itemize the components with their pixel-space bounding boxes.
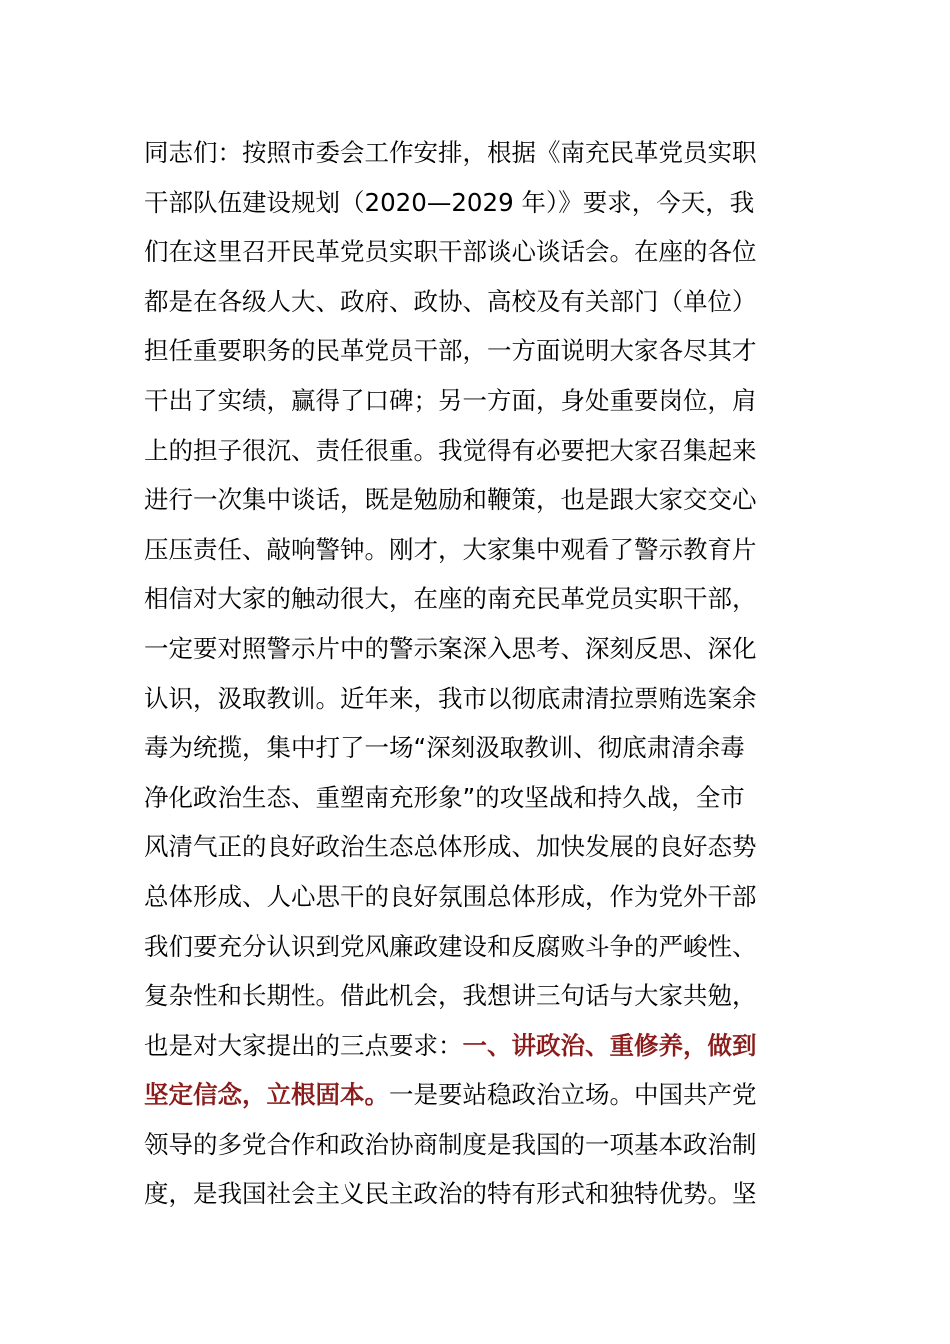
text-line-7: 上的担子很沉、责任很重。我觉得有必要把大家召集起来 (144, 435, 757, 465)
text-line-20 (144, 1070, 814, 1120)
text-line-13: 毒为统揽，集中打了一场“深刻汲取教训、彻底肃清余毒 (144, 733, 745, 763)
text-line-3: 们在这里召开民革党员实职干部谈心谈话会。在座的各位 (144, 237, 757, 267)
text-line-10: 相信对大家的触动很大，在座的南充民革党员实职干部， (144, 584, 757, 614)
text-line-4: 都是在各级人大、政府、政协、高校及有关部门（单位） (144, 286, 757, 316)
text-line-12: 认识，汲取教训。近年来，我市以彻底肃清拉票贿选案余 (144, 683, 757, 713)
text-line-11: 一定要对照警示片中的警示案深入思考、深刻反思、深化 (144, 633, 757, 663)
text-line-19-normal: 也是对大家提出的三点要求： (144, 1030, 463, 1060)
text-line-8: 进行一次集中谈话，既是勉励和鞭策，也是跟大家交交心 (144, 485, 757, 515)
text-line-2: 干部队伍建设规划（2020—2029 年）》要求，今天，我 (144, 187, 755, 217)
text-line-19 (144, 1021, 814, 1071)
section-heading-part-1: 一、讲政治、重修养，做到 (462, 1030, 757, 1060)
text-line-18: 复杂性和长期性。借此机会，我想讲三句话与大家共勉， (144, 981, 757, 1011)
body-text (144, 128, 814, 1219)
text-line-5: 担任重要职务的民革党员干部，一方面说明大家各尽其才 (144, 336, 757, 366)
text-line-17: 我们要充分认识到党风廉政建设和反腐败斗争的严峻性、 (144, 931, 757, 961)
text-line-9: 压压责任、敲响警钟。刚才，大家集中观看了警示教育片 (144, 534, 757, 564)
text-line-20-normal: 一是要站稳政治立场。中国共产党 (389, 1080, 757, 1110)
text-line-14: 净化政治生态、重塑南充形象”的攻坚战和持久战，全市 (144, 782, 745, 812)
text-line-15: 风清气正的良好政治生态总体形成、加快发展的良好态势 (144, 832, 757, 862)
text-line-1: 同志们：按照市委会工作安排，根据《南充民革党员实职 (144, 138, 757, 167)
text-line-16: 总体形成、人心思干的良好氛围总体形成，作为党外干部 (144, 881, 757, 911)
text-line-21: 领导的多党合作和政治协商制度是我国的一项基本政治制 (144, 1129, 757, 1159)
text-line-6: 干出了实绩，赢得了口碑；另一方面，身处重要岗位，肩 (144, 385, 757, 415)
section-heading-part-2: 坚定信念，立根固本。 (144, 1080, 389, 1110)
text-line-22: 度，是我国社会主义民主政治的特有形式和独特优势。坚 (144, 1179, 757, 1209)
